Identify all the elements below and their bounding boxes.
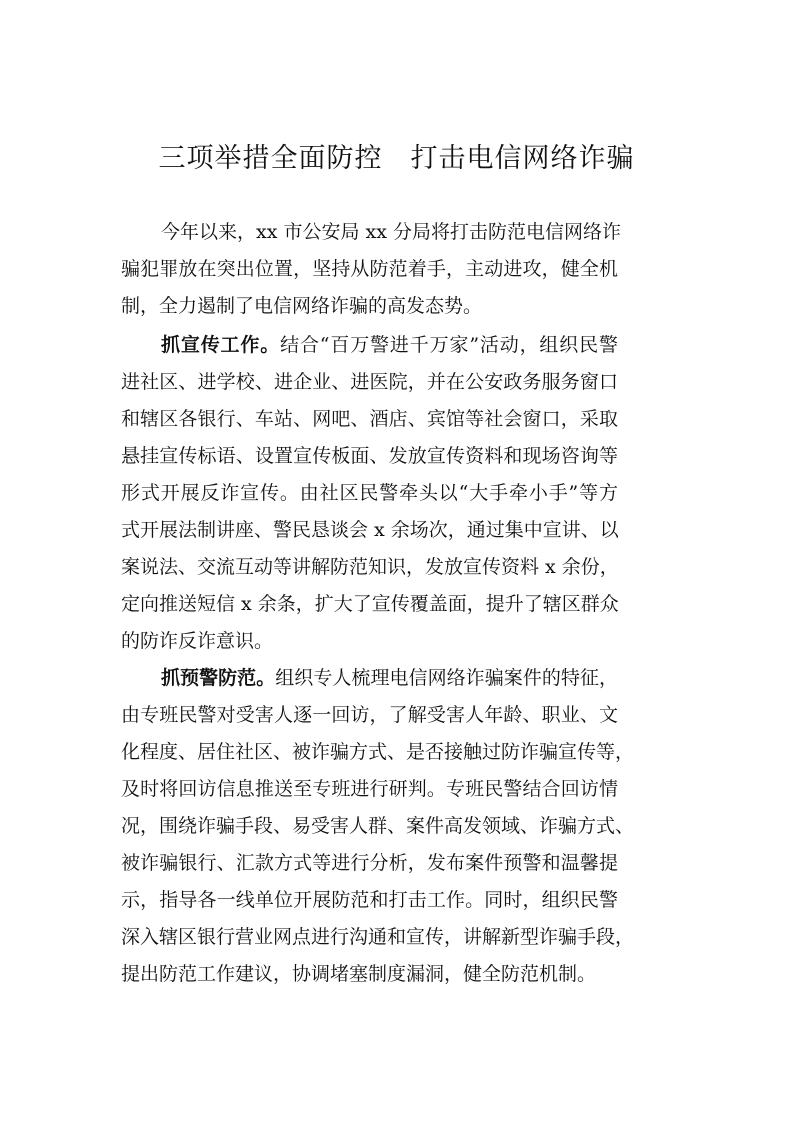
paragraph-line: 况，围绕诈骗手段、易受害人群、案件高发领域、诈骗方式、 xyxy=(121,815,635,837)
paragraph-line: 化程度、居住社区、被诈骗方式、是否接触过防诈骗宣传等， xyxy=(121,741,635,763)
paragraph-line: 被诈骗银行、汇款方式等进行分析，发布案件预警和温馨提 xyxy=(121,852,618,874)
paragraph-line: 深入辖区银行营业网点进行沟通和宣传，讲解新型诈骗手段， xyxy=(121,926,635,948)
section-heading: 抓宣传工作。 xyxy=(161,334,281,356)
paragraph-line: 由专班民警对受害人逐一回访，了解受害人年龄、职业、文 xyxy=(121,704,618,726)
paragraph-line: 形式开展反诈宣传。由社区民警牵头以“大手牵小手”等方 xyxy=(121,482,618,504)
paragraph-line: 案说法、交流互动等讲解防范知识，发放宣传资料 x 余份， xyxy=(121,556,619,578)
paragraph-line: 结合“百万警进千万家”活动，组织民警 xyxy=(280,334,618,356)
paragraph-line: 式开展法制讲座、警民恳谈会 x 余场次，通过集中宣讲、以 xyxy=(121,519,619,541)
paragraph-line: 组织专人梳理电信网络诈骗案件的特征， xyxy=(275,667,618,689)
paragraph-line: 定向推送短信 x 余条，扩大了宣传覆盖面，提升了辖区群众 xyxy=(121,593,619,615)
paragraph-line: 骗犯罪放在突出位置，坚持从防范着手，主动进攻，健全机 xyxy=(121,258,618,280)
paragraph-line: 提出防范工作建议，协调堵塞制度漏洞，健全防范机制。 xyxy=(121,963,597,985)
paragraph-publicity xyxy=(121,327,618,660)
paragraph-first-line xyxy=(121,327,618,364)
paragraph-line: 制，全力遏制了电信网络诈骗的高发态势。 xyxy=(121,295,483,317)
paragraph-line: 和辖区各银行、车站、网吧、酒店、宾馆等社会窗口，采取 xyxy=(121,408,618,430)
paragraph-intro xyxy=(121,214,621,325)
paragraph-first-line xyxy=(121,660,618,697)
document-title: 三项举措全面防控 打击电信网络诈骗 xyxy=(158,143,635,174)
paragraph-line: 今年以来，xx 市公安局 xx 分局将打击防范电信网络诈 xyxy=(161,221,621,243)
paragraph-line: 的防诈反诈意识。 xyxy=(121,630,274,652)
paragraph-warning xyxy=(121,660,635,993)
paragraph-line: 悬挂宣传标语、设置宣传板面、发放宣传资料和现场咨询等 xyxy=(121,445,618,467)
paragraph-line: 示，指导各一线单位开展防范和打击工作。同时，组织民警 xyxy=(121,889,618,911)
paragraph-line: 进社区、进学校、进企业、进医院，并在公安政务服务窗口 xyxy=(121,371,618,393)
paragraph-line: 及时将回访信息推送至专班进行研判。专班民警结合回访情 xyxy=(121,778,618,800)
section-heading: 抓预警防范。 xyxy=(161,667,276,689)
